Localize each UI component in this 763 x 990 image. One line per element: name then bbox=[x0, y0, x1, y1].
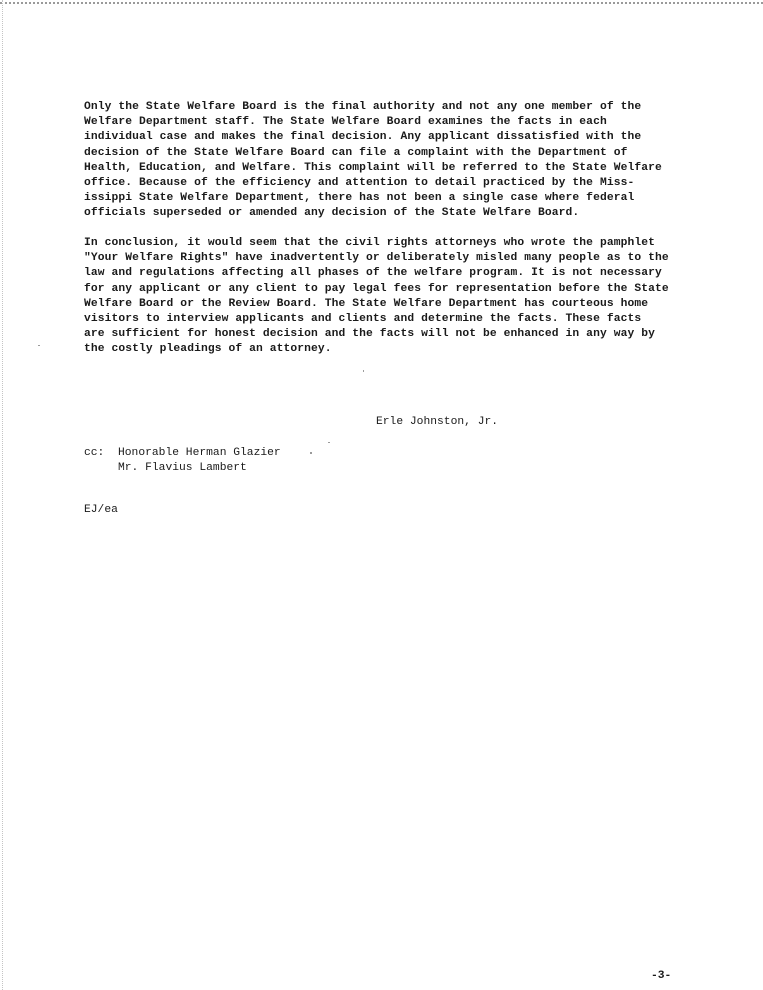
scan-speck bbox=[310, 452, 312, 454]
paragraph-line: Only the State Welfare Board is the final authority and not any one member of the bbox=[84, 101, 642, 113]
paragraph-line: are sufficient for honest decision and the facts will not be enhanced in any way by bbox=[84, 328, 655, 341]
paragraph-line: Health, Education, and Welfare. This complaint will be referred to the State Welfare bbox=[84, 161, 662, 174]
scan-speck bbox=[328, 442, 330, 443]
scan-speck bbox=[363, 370, 364, 372]
paragraph-line: the costly pleadings of an attorney. bbox=[84, 343, 332, 356]
scan-left-edge bbox=[2, 0, 3, 990]
paragraph-line: law and regulations affecting all phases of the welfare program. It is not necessary bbox=[84, 267, 662, 280]
cc-label: cc: bbox=[84, 447, 105, 459]
page-number: -3- bbox=[651, 970, 672, 982]
paragraph-line: issippi State Welfare Department, there has not been a single case where federal bbox=[84, 192, 635, 205]
paragraph-line: individual case and makes the final decision. Any applicant dissatisfied with the bbox=[84, 131, 642, 144]
cc-recipient: Mr. Flavius Lambert bbox=[118, 462, 247, 474]
signature-name: Erle Johnston, Jr. bbox=[376, 416, 499, 428]
paragraph-line: "Your Welfare Rights" have inadvertently or deliberately misled many people as to the bbox=[84, 252, 669, 265]
scan-top-edge bbox=[0, 2, 763, 4]
cc-recipients bbox=[118, 446, 281, 476]
paragraph-line: office. Because of the efficiency and attention to detail practiced by the Miss- bbox=[84, 177, 635, 190]
paragraph-line: for any applicant or any client to pay legal fees for representation before the State bbox=[84, 282, 669, 295]
paragraph-line: Welfare Board or the Review Board. The State Welfare Department has courteous home bbox=[84, 297, 649, 310]
body-paragraph-1 bbox=[84, 100, 734, 222]
body-paragraph-2 bbox=[84, 236, 734, 358]
paragraph-line: Welfare Department staff. The State Welfare Board examines the facts in each bbox=[84, 116, 607, 129]
paragraph-line: decision of the State Welfare Board can file a complaint with the Department of bbox=[84, 146, 628, 159]
scan-speck bbox=[38, 345, 40, 346]
paragraph-line: visitors to interview applicants and clients and determine the facts. These facts bbox=[84, 313, 642, 326]
cc-recipient: Honorable Herman Glazier bbox=[118, 447, 281, 459]
paragraph-line: officials superseded or amended any decision of the State Welfare Board. bbox=[84, 207, 580, 220]
paragraph-line: In conclusion, it would seem that the civil rights attorneys who wrote the pamphlet bbox=[84, 237, 655, 249]
typist-initials: EJ/ea bbox=[84, 504, 118, 516]
